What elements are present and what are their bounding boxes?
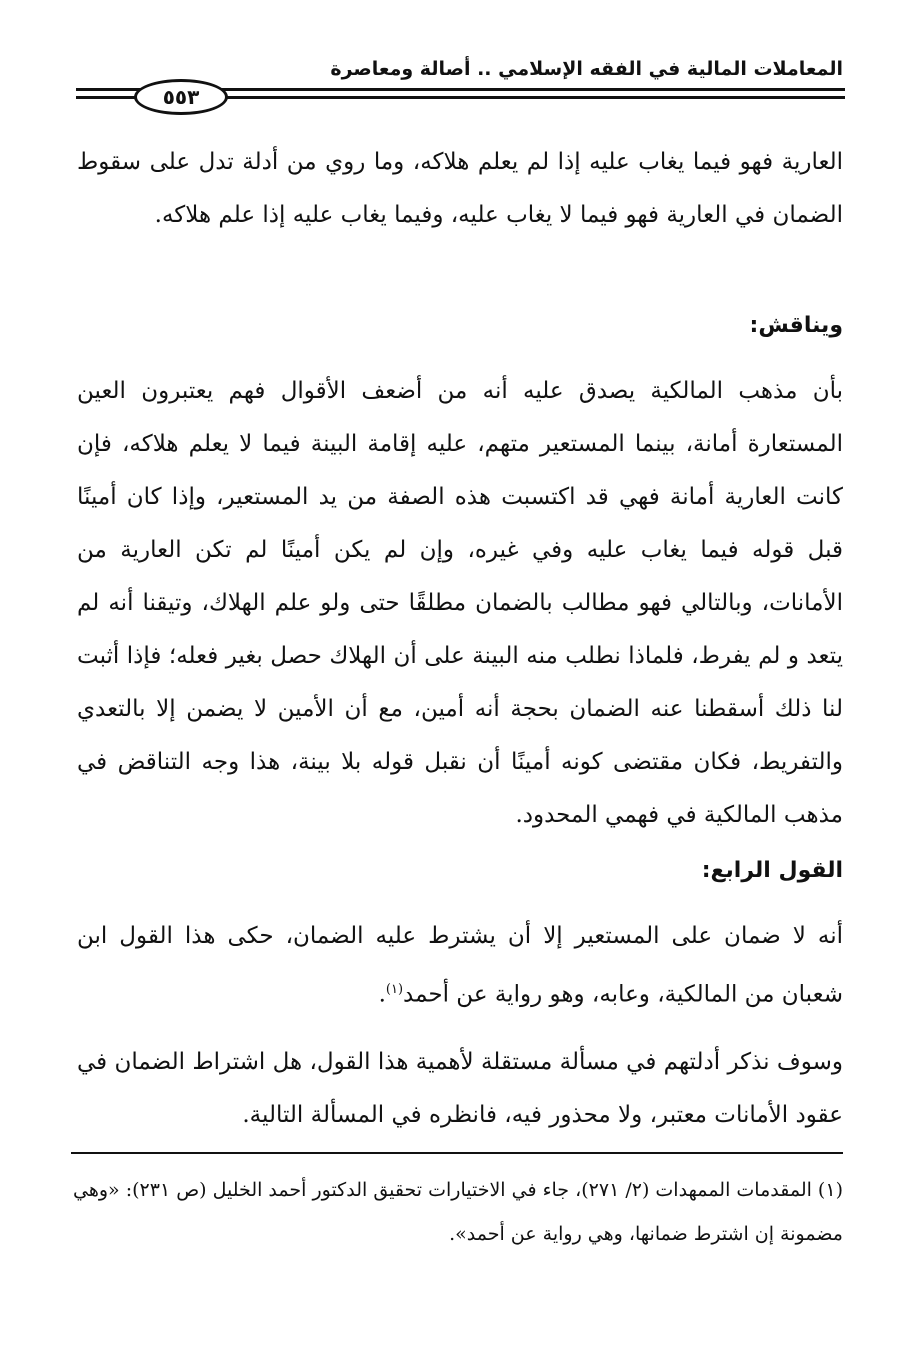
footnote-reference: (١) bbox=[385, 982, 404, 997]
paragraph-3 bbox=[77, 910, 843, 1022]
paragraph-4 bbox=[77, 1036, 843, 1142]
paragraph-4-text: وسوف نذكر أدلتهم في مسألة مستقلة لأهمية هذا القول، هل اشتراط الضمان في عقود الأمانات معتبر، ولا محذور فيه، فانظره في المسألة التالية. bbox=[77, 1049, 843, 1128]
paragraph-1 bbox=[77, 136, 843, 242]
section-heading-fourth-opinion: القول الرابع: bbox=[701, 858, 843, 883]
paragraph-1-text: العارية فهو فيما يغاب عليه إذا لم يعلم هلاكه، وما روي من أدلة تدل على سقوط الضمان في العارية فهو فيما لا يغاب عليه، وفيما يغاب عليه إذا علم هلاكه. bbox=[77, 149, 843, 228]
paragraph-2 bbox=[77, 365, 843, 842]
section-heading-discussion: ويناقش: bbox=[749, 313, 843, 338]
page-number: ٥٥٣ bbox=[134, 79, 228, 115]
running-header-title: المعاملات المالية في الفقه الإسلامي .. أصالة ومعاصرة bbox=[330, 58, 843, 80]
footnote: (١) المقدمات الممهدات (٢/ ٢٧١)، جاء في الاختيارات تحقيق الدكتور أحمد الخليل (ص ٢٣١): «وهي مضمونة إن اشترط ضمانها، وهي رواية عن أحمد». bbox=[73, 1179, 843, 1245]
paragraph-2-text: بأن مذهب المالكية يصدق عليه أنه من أضعف الأقوال فهم يعتبرون العين المستعارة أمانة، بينما المستعير متهم، عليه إقامة البينة فيما لا يعلم هلاكه، فإن كانت العارية أمانة فهي قد اكتسبت هذه الصفة من يد المستعير، وإذا كان أمينًا قبل قوله فيما يغاب عليه وفي غيره، وإن لم يكن أمينًا لم تكن العارية من الأمانات، وبالتالي فهو مطالب بالضمان مطلقًا حتى ولو علم الهلاك، وتيقنا أنه لم يتعد و لم يفرط، فلماذا نطلب منه البينة على أن الهلاك حصل بغير فعله؛ فإذا أثبت لنا ذلك أسقطنا عنه الضمان بحجة أنه أمين، مع أن الأمين لا يضمن إلا بالتعدي والتفريط، فكان مقتضى كونه أمينًا أن نقبل قوله بلا بينة، هذا وجه التناقض في مذهب المالكية في فهمي المحدود. bbox=[77, 378, 843, 828]
paragraph-3-main: أنه لا ضمان على المستعير إلا أن يشترط عليه الضمان، حكى هذا القول ابن شعبان من المالكية، وعابه، وهو رواية عن أحمد bbox=[77, 923, 843, 1008]
footnote-separator bbox=[71, 1152, 843, 1154]
paragraph-3-end: . bbox=[378, 981, 386, 1008]
paragraph-3-text bbox=[77, 910, 843, 1022]
